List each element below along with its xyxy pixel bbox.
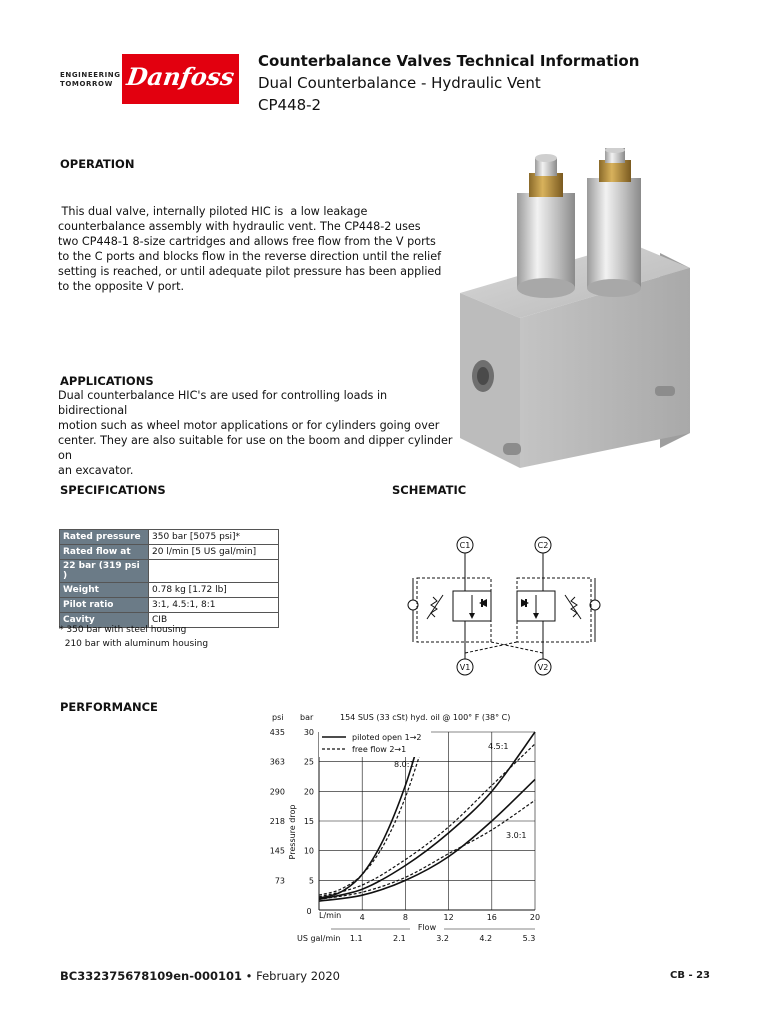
port-label: V2 <box>537 663 549 672</box>
port-label: V1 <box>459 663 471 672</box>
annotation-8-1: 8.0:1 <box>394 760 415 769</box>
operation-line: setting is reached, or until adequate pilot pressure has been applied <box>58 265 442 278</box>
spec-value: 0.78 kg [1.72 lb] <box>149 583 279 598</box>
operation-line: to the C ports and blocks flow in the reverse direction until the relief <box>58 250 442 263</box>
x-tick-label-secondary: 1.1 <box>349 934 363 943</box>
spec-key: Cavity <box>60 613 149 628</box>
applications-line: center. They are also suitable for use on the boom and dipper cylinder on <box>58 434 453 462</box>
zero-label: 0 <box>306 907 312 916</box>
annotation-4-5-1: 4.5:1 <box>488 742 509 751</box>
hydraulic-schematic <box>395 533 615 683</box>
performance-chart <box>262 708 562 953</box>
specifications-table <box>59 529 279 628</box>
company-tagline <box>60 71 121 89</box>
model-number: CP448-2 <box>258 96 322 114</box>
port-label: C1 <box>459 541 471 550</box>
spec-key: 22 bar (319 psi ) <box>60 560 149 583</box>
series-line-dashed <box>319 744 535 897</box>
spec-value: 20 l/min [5 US gal/min] <box>149 545 279 560</box>
x-tick-label-secondary: 3.2 <box>436 934 449 943</box>
legend-piloted: piloted open 1→2 <box>352 733 422 742</box>
footer-document-id <box>60 969 340 983</box>
y-tick-label-secondary: 73 <box>274 876 285 886</box>
x-unit-secondary-label: US gal/min <box>297 934 341 943</box>
doc-id: BC332375678109en-000101 <box>60 969 242 983</box>
applications-text <box>58 388 458 478</box>
logo-text: Danfoss <box>124 62 237 91</box>
x-tick-label: 8 <box>402 913 408 922</box>
applications-heading: APPLICATIONS <box>60 374 154 388</box>
document-title: Counterbalance Valves Technical Information <box>258 52 640 70</box>
schematic-heading: SCHEMATIC <box>392 483 467 497</box>
y-tick-label: 10 <box>303 846 314 856</box>
spec-key: Rated flow at <box>60 545 149 560</box>
y-tick-label: 5 <box>308 876 314 886</box>
y-unit-primary-label: bar <box>300 713 314 722</box>
operation-heading: OPERATION <box>60 157 135 171</box>
spec-note: 210 bar with aluminum housing <box>59 639 209 649</box>
operation-line: This dual valve, internally piloted HIC is a low leakage <box>58 205 368 218</box>
document-subtitle: Dual Counterbalance - Hydraulic Vent <box>258 74 541 92</box>
applications-line: motion such as wheel motor applications or for cylinders going over <box>58 419 440 432</box>
x-unit-primary-label: L/min <box>319 911 342 920</box>
document-subtitle-block <box>258 72 541 116</box>
chart-series <box>319 732 535 901</box>
spec-key: Rated pressure <box>60 530 149 545</box>
y-tick-label-secondary: 218 <box>269 817 285 826</box>
chart-grid <box>319 732 535 929</box>
danfoss-logo <box>122 54 239 104</box>
y-unit-secondary-label: psi <box>272 713 284 722</box>
applications-line: an excavator. <box>58 464 134 477</box>
specifications-heading: SPECIFICATIONS <box>60 483 166 497</box>
table-row <box>60 560 279 583</box>
x-tick-label: 12 <box>443 913 454 922</box>
table-row <box>60 530 279 545</box>
y-tick-label: 30 <box>303 728 314 737</box>
x-tick-label: 16 <box>486 913 497 922</box>
operation-line: two CP448-1 8-size cartridges and allows free flow from the V ports <box>58 235 436 248</box>
annotation-3-1: 3.0:1 <box>506 831 527 840</box>
x-tick-label-secondary: 4.2 <box>479 934 493 943</box>
spec-value <box>149 560 279 583</box>
performance-heading: PERFORMANCE <box>60 700 158 714</box>
y-tick-label: 25 <box>303 757 314 767</box>
x-tick-label-secondary: 5.3 <box>522 934 536 943</box>
y-tick-label: 20 <box>303 787 314 797</box>
spec-key: Weight <box>60 583 149 598</box>
table-row <box>60 545 279 560</box>
page-number: CB - 23 <box>670 970 710 981</box>
x-tick-label: 4 <box>359 913 365 922</box>
y-tick-label-secondary: 435 <box>269 728 285 737</box>
valve-product-photo <box>455 148 700 478</box>
table-row <box>60 583 279 598</box>
y-tick-label-secondary: 363 <box>269 757 285 767</box>
tagline-line-2: TOMORROW <box>60 80 113 88</box>
spec-note: * 350 bar with steel housing <box>59 625 187 635</box>
series-line-solid <box>319 732 535 899</box>
operation-line: counterbalance assembly with hydraulic vent. The CP448-2 uses <box>58 220 421 233</box>
x-tick-label-secondary: 2.1 <box>393 934 406 943</box>
y-tick-label: 15 <box>303 817 314 826</box>
tagline-line-1: ENGINEERING <box>60 71 121 79</box>
applications-line: Dual counterbalance HIC's are used for controlling loads in bidirectional <box>58 389 388 417</box>
spec-value: 3:1, 4.5:1, 8:1 <box>149 598 279 613</box>
port-label: C2 <box>537 541 549 550</box>
operation-text <box>58 204 453 294</box>
x-axis-label: Flow <box>417 923 437 932</box>
spec-key: Pilot ratio <box>60 598 149 613</box>
y-tick-label-secondary: 145 <box>269 846 285 856</box>
x-tick-label: 20 <box>529 913 541 922</box>
operation-line: to the opposite V port. <box>58 280 185 293</box>
doc-date: • February 2020 <box>245 969 340 983</box>
spec-notes <box>59 623 208 651</box>
legend-free: free flow 2→1 <box>352 745 407 754</box>
chart-title: 154 SUS (33 cSt) hyd. oil @ 100° F (38° C) <box>340 713 511 722</box>
y-axis-label: Pressure drop <box>288 804 297 860</box>
spec-value: CIB <box>149 613 279 628</box>
y-tick-label-secondary: 290 <box>269 787 285 797</box>
spec-value: 350 bar [5075 psi]* <box>149 530 279 545</box>
table-row <box>60 598 279 613</box>
